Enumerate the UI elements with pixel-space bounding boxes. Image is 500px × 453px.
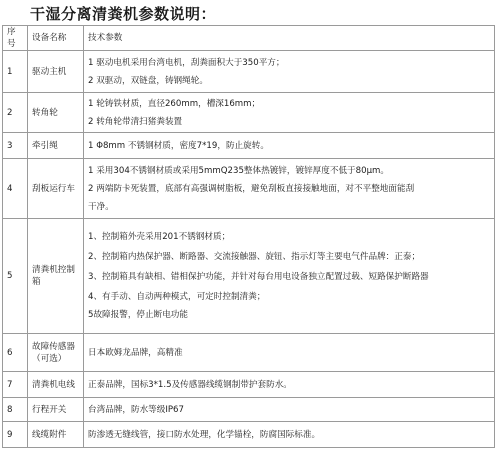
table-row xyxy=(3,159,495,219)
row-params xyxy=(84,93,495,133)
param-line: 干净。 xyxy=(88,201,114,212)
param-line: 日本欧姆龙品牌，高精准 xyxy=(88,347,183,358)
table-row xyxy=(3,219,495,334)
param-line: 1 采用304不锈钢材质或采用5mmQ235整体热镀锌，镀锌厚度不低于80μm。 xyxy=(88,165,390,176)
param-line: 1 Φ8mm 不锈钢材质，密度7*19，防止旋转。 xyxy=(88,140,269,151)
row-no: 4 xyxy=(3,159,28,219)
row-params xyxy=(84,133,495,159)
table-row xyxy=(3,133,495,159)
table-header-row xyxy=(3,26,495,51)
table-row xyxy=(3,422,495,448)
row-params xyxy=(84,51,495,93)
param-line: 1 轮铸铁材质，直径260mm，槽深16mm； xyxy=(88,98,261,109)
table-row xyxy=(3,51,495,93)
row-no: 1 xyxy=(3,51,28,93)
row-params xyxy=(84,422,495,448)
table-row xyxy=(3,398,495,422)
table-row xyxy=(3,93,495,133)
param-line: 2 双驱动，双链盘，铸钢绳轮。 xyxy=(88,75,208,86)
param-line: 1、控制箱外壳采用201不锈钢材质； xyxy=(88,232,231,242)
param-line: 2 两端防卡死装置，底部有高强调树脂板，避免刮板直接接触地面，对不平整地面能刮 xyxy=(88,183,415,194)
row-no: 5 xyxy=(3,219,28,334)
header-no: 序号 xyxy=(3,26,28,51)
row-no: 9 xyxy=(3,422,28,448)
row-params xyxy=(84,398,495,422)
row-params xyxy=(84,219,495,334)
row-params xyxy=(84,372,495,398)
param-line: 2 转角轮带清扫猪粪装置 xyxy=(88,116,183,127)
table-row xyxy=(3,334,495,372)
row-name: 刮板运行车 xyxy=(28,159,84,219)
row-name: 清粪机控制箱 xyxy=(28,219,84,334)
row-params xyxy=(84,159,495,219)
row-name: 故障传感器（可选） xyxy=(28,334,84,372)
row-no: 6 xyxy=(3,334,28,372)
param-line: 2、控制箱内热保护器、断路器、交流接触器、旋钮、指示灯等主要电气件品牌：正泰； xyxy=(88,252,421,262)
param-line: 4、有手动、自动两种模式，可定时控制清粪； xyxy=(88,292,266,302)
row-name: 牵引绳 xyxy=(28,133,84,159)
row-no: 7 xyxy=(3,372,28,398)
row-no: 8 xyxy=(3,398,28,422)
header-name: 设备名称 xyxy=(28,26,84,51)
parameter-table xyxy=(2,25,495,448)
row-no: 3 xyxy=(3,133,28,159)
row-no: 2 xyxy=(3,93,28,133)
param-line: 5故障报警，停止断电功能 xyxy=(88,310,188,320)
row-params xyxy=(84,334,495,372)
row-name: 行程开关 xyxy=(28,398,84,422)
row-name: 转角轮 xyxy=(28,93,84,133)
row-name: 清粪机电线 xyxy=(28,372,84,398)
table-row xyxy=(3,372,495,398)
param-line: 防渗透无缝线管，接口防水处理，化学锚栓，防腐国际标准。 xyxy=(88,429,321,440)
page-title: 干湿分离清粪机参数说明： xyxy=(30,5,217,23)
row-name: 驱动主机 xyxy=(28,51,84,93)
param-line: 台湾品牌，防水等级IP67 xyxy=(88,404,184,415)
param-line: 正泰品牌，国标3*1.5及传感器线缆钢制带护套防水。 xyxy=(88,379,292,390)
row-name: 线缆附件 xyxy=(28,422,84,448)
param-line: 3、控制箱具有缺相、错相保护功能，并针对每台用电设备独立配置过载、短路保护断路器 xyxy=(88,272,429,282)
header-params: 技术参数 xyxy=(84,26,495,51)
param-line: 1 驱动电机采用台湾电机，刮粪面积大于350平方； xyxy=(88,57,285,68)
